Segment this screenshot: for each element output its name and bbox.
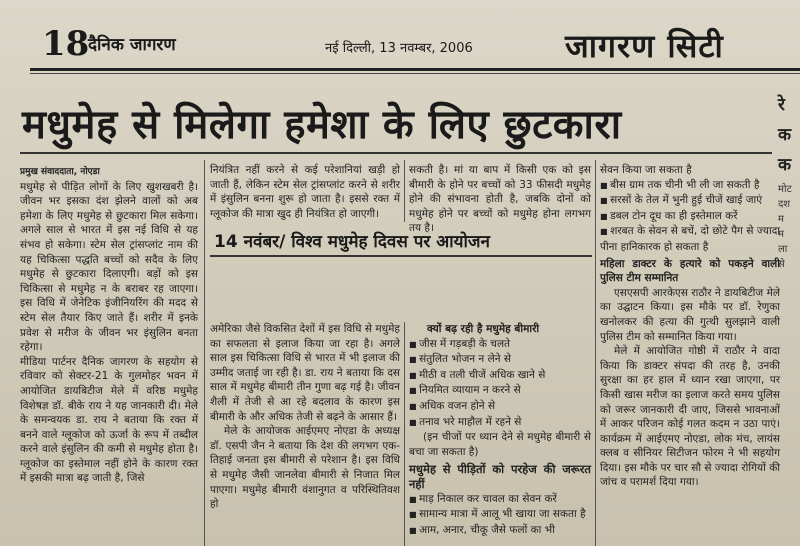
article-column-1 bbox=[20, 165, 198, 486]
dateline: नई दिल्ली, 13 नवम्बर, 2006 bbox=[325, 41, 473, 56]
info-box-title: क्यों बढ़ रही है मधुमेह बीमारी bbox=[427, 323, 540, 335]
section-title: जागरण सिटी bbox=[565, 27, 724, 65]
list-item: ■ संतुलित भोजन न लेने से bbox=[409, 352, 591, 368]
page-number: 18 bbox=[42, 24, 90, 64]
note: (इन चीजों पर ध्यान देने से मधुमेह बीमारी से बचा जा सकता है) bbox=[409, 431, 591, 458]
masthead-rule-thin bbox=[30, 73, 800, 74]
masthead-rule bbox=[30, 68, 800, 71]
adjacent-headline-fragment: रे क क bbox=[778, 95, 792, 175]
column-rule bbox=[404, 322, 405, 546]
headline-rule bbox=[20, 152, 772, 154]
list-item: ■ तनाव भरे माहौल में रहने से bbox=[409, 415, 591, 431]
article-column-2-top bbox=[210, 163, 400, 221]
byline: प्रमुख संवाददाता, नोएडा bbox=[20, 167, 100, 177]
sub-story-title: महिला डाक्टर के हत्यारे को पकड़ने वाली पुलिस टीम सम्मानित bbox=[600, 257, 780, 285]
list-item: ■ आम, अनार, चीकू जैसे फलों का भी bbox=[409, 523, 591, 539]
column-rule bbox=[204, 160, 205, 546]
masthead bbox=[0, 18, 800, 70]
paragraph: सकती है। मां या बाप में किसी एक को इस बीमारी के होने पर बच्चों को 33 फीसदी मधुमेह होने की संभावना होती है, जबकि दोनों को मधुमेह होने पर बच्चों को मधुमेह होना लगभग तय है। bbox=[409, 164, 591, 235]
article-column-2 bbox=[210, 322, 400, 512]
paragraph: मेले में आयोजित गोष्ठी में राठौर ने वादा किया कि डाक्टर संपदा की तरह है, उनकी सुरक्षा का हर हाल में ध्यान रखा जाएगा, पर किसी खास मरीज का इलाज करते समय पुलिस को जरूर जानकारी दी जाए, जिससे भावनाओं में आकर परिजन कोई गलत कदम न उठा पाएं। कार्यक्रम में आईएमए नोएडा, लोक मंच, लायंस क्लब व सीनियर सिटीजन फोरम ने भी सहयोग दिया। इस मौके पर चार सौ से ज्यादा रोगियों की जांच व परामर्श दिया गया। bbox=[600, 345, 780, 489]
article-column-3 bbox=[409, 322, 591, 538]
paragraph: मधुमेह से पीड़ित लोगों के लिए खुशखबरी है। जीवन भर इसका दंश झेलने वालों को अब हमेशा के लिए मधुमेह से छुटकारा मिल सकेगा। अगले साल से भारत में इस नई विधि से यह संभव हो सकेगा। स्टेम सेल ट्रांसप्लांट नाम की यह चिकित्सा पद्धति बच्चों को सदैव के लिए मधुमेह से छुटकारा दिलाएगी। बड़ों को इस चिकित्सा से मधुमेह न के बराबर रह जाएगा। इस विधि में जेनेटिक इंजीनियरिंग की मदद से स्टेम सेल तैयार किए जाते हैं। शरीर में इनके प्रवेश से मरीज के जीवन भर इंसुलिन बनता रहेगा। bbox=[20, 180, 198, 354]
subheadline-rule bbox=[210, 255, 592, 257]
list-item: ■ नियमित व्यायाम न करने से bbox=[409, 383, 591, 399]
list-item: ■ शरबत के सेवन से बचें, दो छोटे पैग से ज्यादा पीना हानिकारक हो सकता है bbox=[600, 224, 780, 254]
list-item: ■ जीस में गड़बड़ी के चलते bbox=[409, 337, 591, 353]
paragraph: सेवन किया जा सकता है bbox=[600, 164, 692, 176]
paragraph: अमेरिका जैसे विकसित देशों में इस विधि से मधुमेह का सफलता से इलाज किया जा रहा है। अगले साल इस चिकित्सा विधि से भारत में भी इलाज की उम्मीद जताई जा रही है। डा. राय ने बताया कि दस साल में मधुमेह बीमारी तीन गुणा बढ़ गई है। जीवन शैली में तेजी से आ रहे बदलाव के कारण इस बीमारी के और अधिक तेजी से बढ़ने के आसार हैं। bbox=[210, 323, 400, 423]
paragraph: मीडिया पार्टनर दैनिक जागरण के सहयोग से रविवार को सेक्टर-21 के गुलमोहर भवन में आयोजित डायबिटीज मेले में वरिष्ठ मधुमेह विशेषज्ञ डॉ. बीके राय ने यह जानकारी दी। मेले के समन्वयक डा. राय ने बताया कि रक्त में बनने वाले ग्लूकोज को ऊर्जा के रूप में तब्दील करने वाले इंसुलिन की कमी से मधुमेह होता है। ग्लूकोज का इस्तेमाल नहीं होने के कारण रक्त में इसकी मात्रा बढ़ जाती है, जिसे bbox=[20, 355, 198, 485]
subheadline: 14 नवंबर/ विश्व मधुमेह दिवस पर आयोजन bbox=[214, 232, 490, 252]
list-item: ■ मीठी व तली चीजें अधिक खाने से bbox=[409, 368, 591, 384]
article-column-4 bbox=[600, 163, 780, 490]
headline: मधुमेह से मिलेगा हमेशा के लिए छुटकारा bbox=[22, 102, 622, 148]
paragraph: एसएसपी आरकेएस राठौर ने डायबिटीज मेले का उद्घाटन किया। इस मौके पर डॉ. रेणुका खनोलकर की हत्या की गुत्थी सुलझाने वाली पुलिस टीम को सम्मानित किया गया। bbox=[600, 286, 780, 343]
list-item: ■ अधिक वजन होने से bbox=[409, 399, 591, 415]
paragraph: नियंत्रित नहीं करने से कई परेशानियां खड़ी हो जाती हैं, लेकिन स्टेम सेल ट्रांसप्लांट करने से शरीर में इंसुलिन बनना शुरू हो जाता है। इससे रक्त में ग्लूकोज की मात्रा खुद ही नियंत्रित हो जाएगी। bbox=[210, 164, 400, 220]
list-item: ■ सरसों के तेल में भुनी हुई चीजें खाई जाएं bbox=[600, 193, 780, 209]
diet-title: मधुमेह से पीड़ितों को परहेज की जरूरत नहीं bbox=[409, 462, 591, 491]
adjacent-column-fragment: मोट दश म म ला से bbox=[778, 184, 792, 270]
list-item: ■ डबल टोन दूध का ही इस्तेमाल करें bbox=[600, 209, 780, 225]
paragraph: मेले के आयोजक आईएमए नोएडा के अध्यक्ष डॉ. एसपी जैन ने बताया कि देश की लगभग एक-तिहाई जनता इस बीमारी से परेशान है। इस विधि से मधुमेह जैसी जानलेवा बीमारी से निजात मिल पाएगा। मधुमेह बीमारी वंशानुगत व परिस्थितिवश हो bbox=[210, 425, 400, 511]
paper-name: दैनिक जागरण bbox=[88, 35, 176, 55]
column-rule bbox=[595, 160, 596, 546]
list-item: ■ माड़ निकाल कर चावल का सेवन करें bbox=[409, 492, 591, 508]
article-column-3-top bbox=[409, 163, 591, 236]
list-item: ■ सामान्य मात्रा में आलू भी खाया जा सकता है bbox=[409, 507, 591, 523]
list-item: ■ बीस ग्राम तक चीनी भी ली जा सकती है bbox=[600, 178, 780, 194]
column-rule bbox=[404, 160, 405, 222]
